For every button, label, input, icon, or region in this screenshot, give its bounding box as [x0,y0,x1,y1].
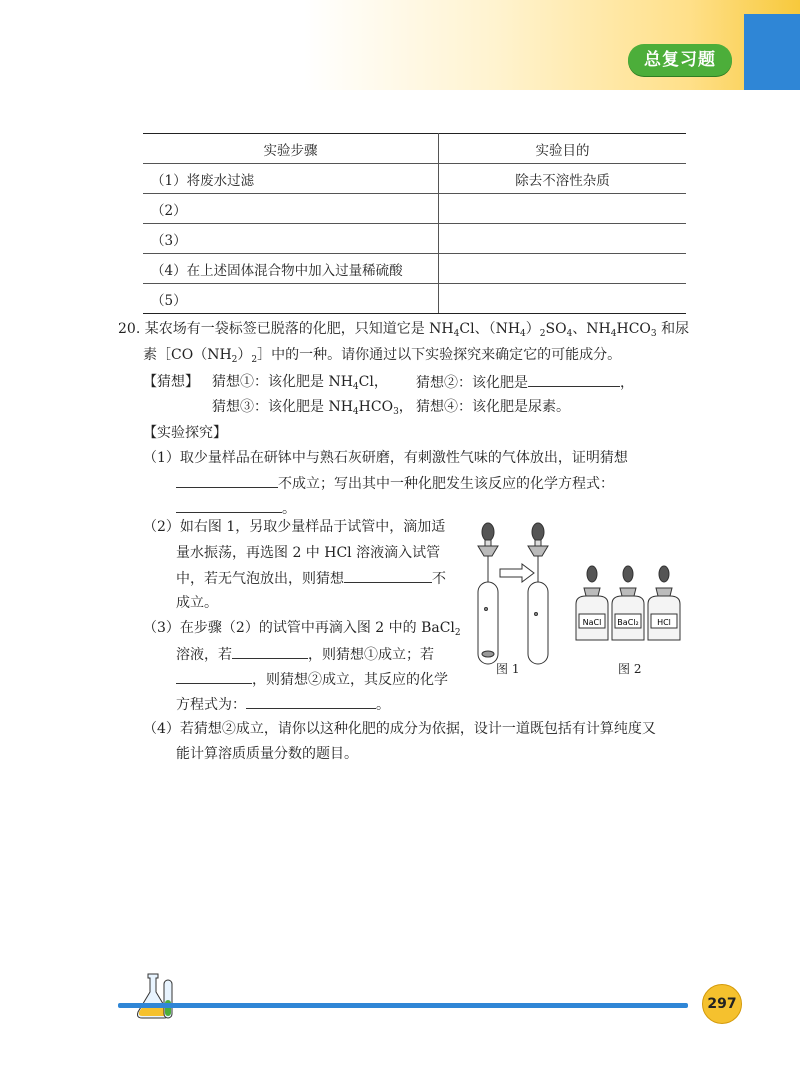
figure-1-caption: 图 1 [496,662,520,676]
arrow-right-icon [500,564,534,582]
subscript: 4 [566,329,573,339]
text: Cl， [358,374,388,390]
part1-line-2 [176,473,614,494]
question-number: 20. [118,321,141,337]
text: ） [237,347,252,363]
answer-blank[interactable] [232,644,308,659]
reagent-bottle-icon [648,566,680,640]
bottle-label: NaCl [582,618,602,627]
guess-2 [416,372,634,393]
figure-2-caption: 图 2 [618,662,642,676]
part4-line-2 [176,744,358,764]
part2-line-1 [143,517,445,537]
text: ，则猜想②成立，其反应的化学 [252,672,448,688]
text: 猜想④：该化肥是尿素。 [416,399,570,415]
table-cell [439,194,687,224]
text: 量水振荡，再选图 2 中 HCl 溶液滴入试管 [176,545,441,561]
part3-line-2 [176,644,434,665]
part3-line-4 [176,694,390,715]
reagent-bottle-icon [612,566,644,640]
table-cell: （3） [143,224,439,254]
answer-blank[interactable] [176,669,252,684]
text: Cl、（NH [459,321,521,337]
experiment-figure [472,514,698,684]
explore-label [143,423,227,443]
text: （3）在步骤（2）的试管中再滴入图 2 中的 BaCl [143,620,455,636]
text: HCO [358,399,394,415]
table-row [143,284,686,314]
guess-4 [416,397,570,417]
table-cell [439,224,687,254]
text: 和尿 [656,321,690,337]
part2-line-4 [176,593,218,613]
part3-line-1 [143,618,461,643]
table-row [143,194,686,224]
bottle-label: HCl [657,618,671,627]
answer-blank[interactable] [176,498,282,513]
table-row [143,254,686,284]
answer-blank[interactable] [528,372,620,387]
subscript: 2 [454,628,461,638]
text: 能计算溶质质量分数的题目。 [176,746,358,762]
q20-line-1 [118,319,689,344]
text: 【实验探究】 [143,425,227,441]
guess-1 [212,372,388,397]
text: 不 [432,571,446,587]
text: ， [398,399,413,415]
answer-blank[interactable] [246,694,376,709]
text: （4）若猜想②成立，请你以这种化肥的成分为依据，设计一道既包括有计算纯度又 [143,721,656,737]
flask-icon [132,970,182,1022]
text: 猜想③：该化肥是 NH [212,399,353,415]
header-blue-bar [744,14,800,90]
table-row [143,164,686,194]
subscript: 3 [650,329,657,339]
text: 。 [282,501,296,517]
figure-drawing [472,514,698,684]
table-cell: （1）将废水过滤 [143,164,439,194]
subscript: 3 [393,407,399,417]
text: ］中的一种。请你通过以下实验探究来确定它的可能成分。 [257,347,622,363]
text: 猜想②：该化肥是 [416,375,528,391]
experiment-table [143,133,686,314]
table-row [143,224,686,254]
guess-line-1 [143,372,199,392]
reagent-bottle-icon [576,566,608,640]
table-cell: （5） [143,284,439,314]
part2-line-3 [176,568,446,589]
subscript: 4 [520,329,526,339]
text: ） [525,321,540,337]
table-cell [439,254,687,284]
text: SO [545,321,567,337]
text: HCO [616,321,651,337]
table-cell: （2） [143,194,439,224]
answer-blank[interactable] [176,473,278,488]
text: 素［CO（NH [143,347,232,363]
part4-line-1 [143,719,656,739]
dropper-icon [528,523,548,664]
text: （1）取少量样品在研钵中与熟石灰研磨，有刺激性气味的气体放出，证明猜想 [143,450,628,466]
subscript: 4 [453,329,460,339]
guess-label: 【猜想】 [143,374,199,390]
page-number: 297 [702,984,742,1024]
table-cell: （4）在上述固体混合物中加入过量稀硫酸 [143,254,439,284]
subscript: 2 [251,355,258,365]
guess-3 [212,397,413,422]
chapter-badge: 总复习题 [628,44,732,76]
dropper-icon [478,523,498,664]
bottle-label: BaCl₂ [617,618,639,627]
text: ， [620,375,634,391]
part1-line-1 [143,448,628,468]
subscript: 2 [539,329,546,339]
text: 成立。 [176,595,218,611]
table-header-row [143,134,686,164]
text: 溶液，若 [176,647,232,663]
answer-blank[interactable] [344,568,432,583]
part1-line-3 [176,498,296,519]
text: 。 [376,697,390,713]
text: 方程式为： [176,697,246,713]
subscript: 2 [231,355,238,365]
text: ，则猜想①成立；若 [308,647,434,663]
table-cell [439,284,687,314]
part3-line-3 [176,669,448,690]
table-cell: 除去不溶性杂质 [439,164,687,194]
q20-line-2 [143,345,621,370]
text: 不成立；写出其中一种化肥发生该反应的化学方程式： [278,476,614,492]
part2-line-2 [176,543,440,563]
text: 某农场有一袋标签已脱落的化肥，只知道它是 NH [144,321,454,337]
table-header-steps: 实验步骤 [143,134,439,164]
footer-line [118,1003,688,1008]
text: （2）如右图 1，另取少量样品于试管中，滴加适 [143,519,446,535]
subscript: 4 [352,407,359,417]
subscript: 4 [352,382,359,392]
text: 中，若无气泡放出，则猜想 [176,571,344,587]
table-header-purpose: 实验目的 [439,134,687,164]
subscript: 4 [610,329,617,339]
text: 猜想①：该化肥是 NH [212,374,353,390]
text: 、NH [572,321,611,337]
